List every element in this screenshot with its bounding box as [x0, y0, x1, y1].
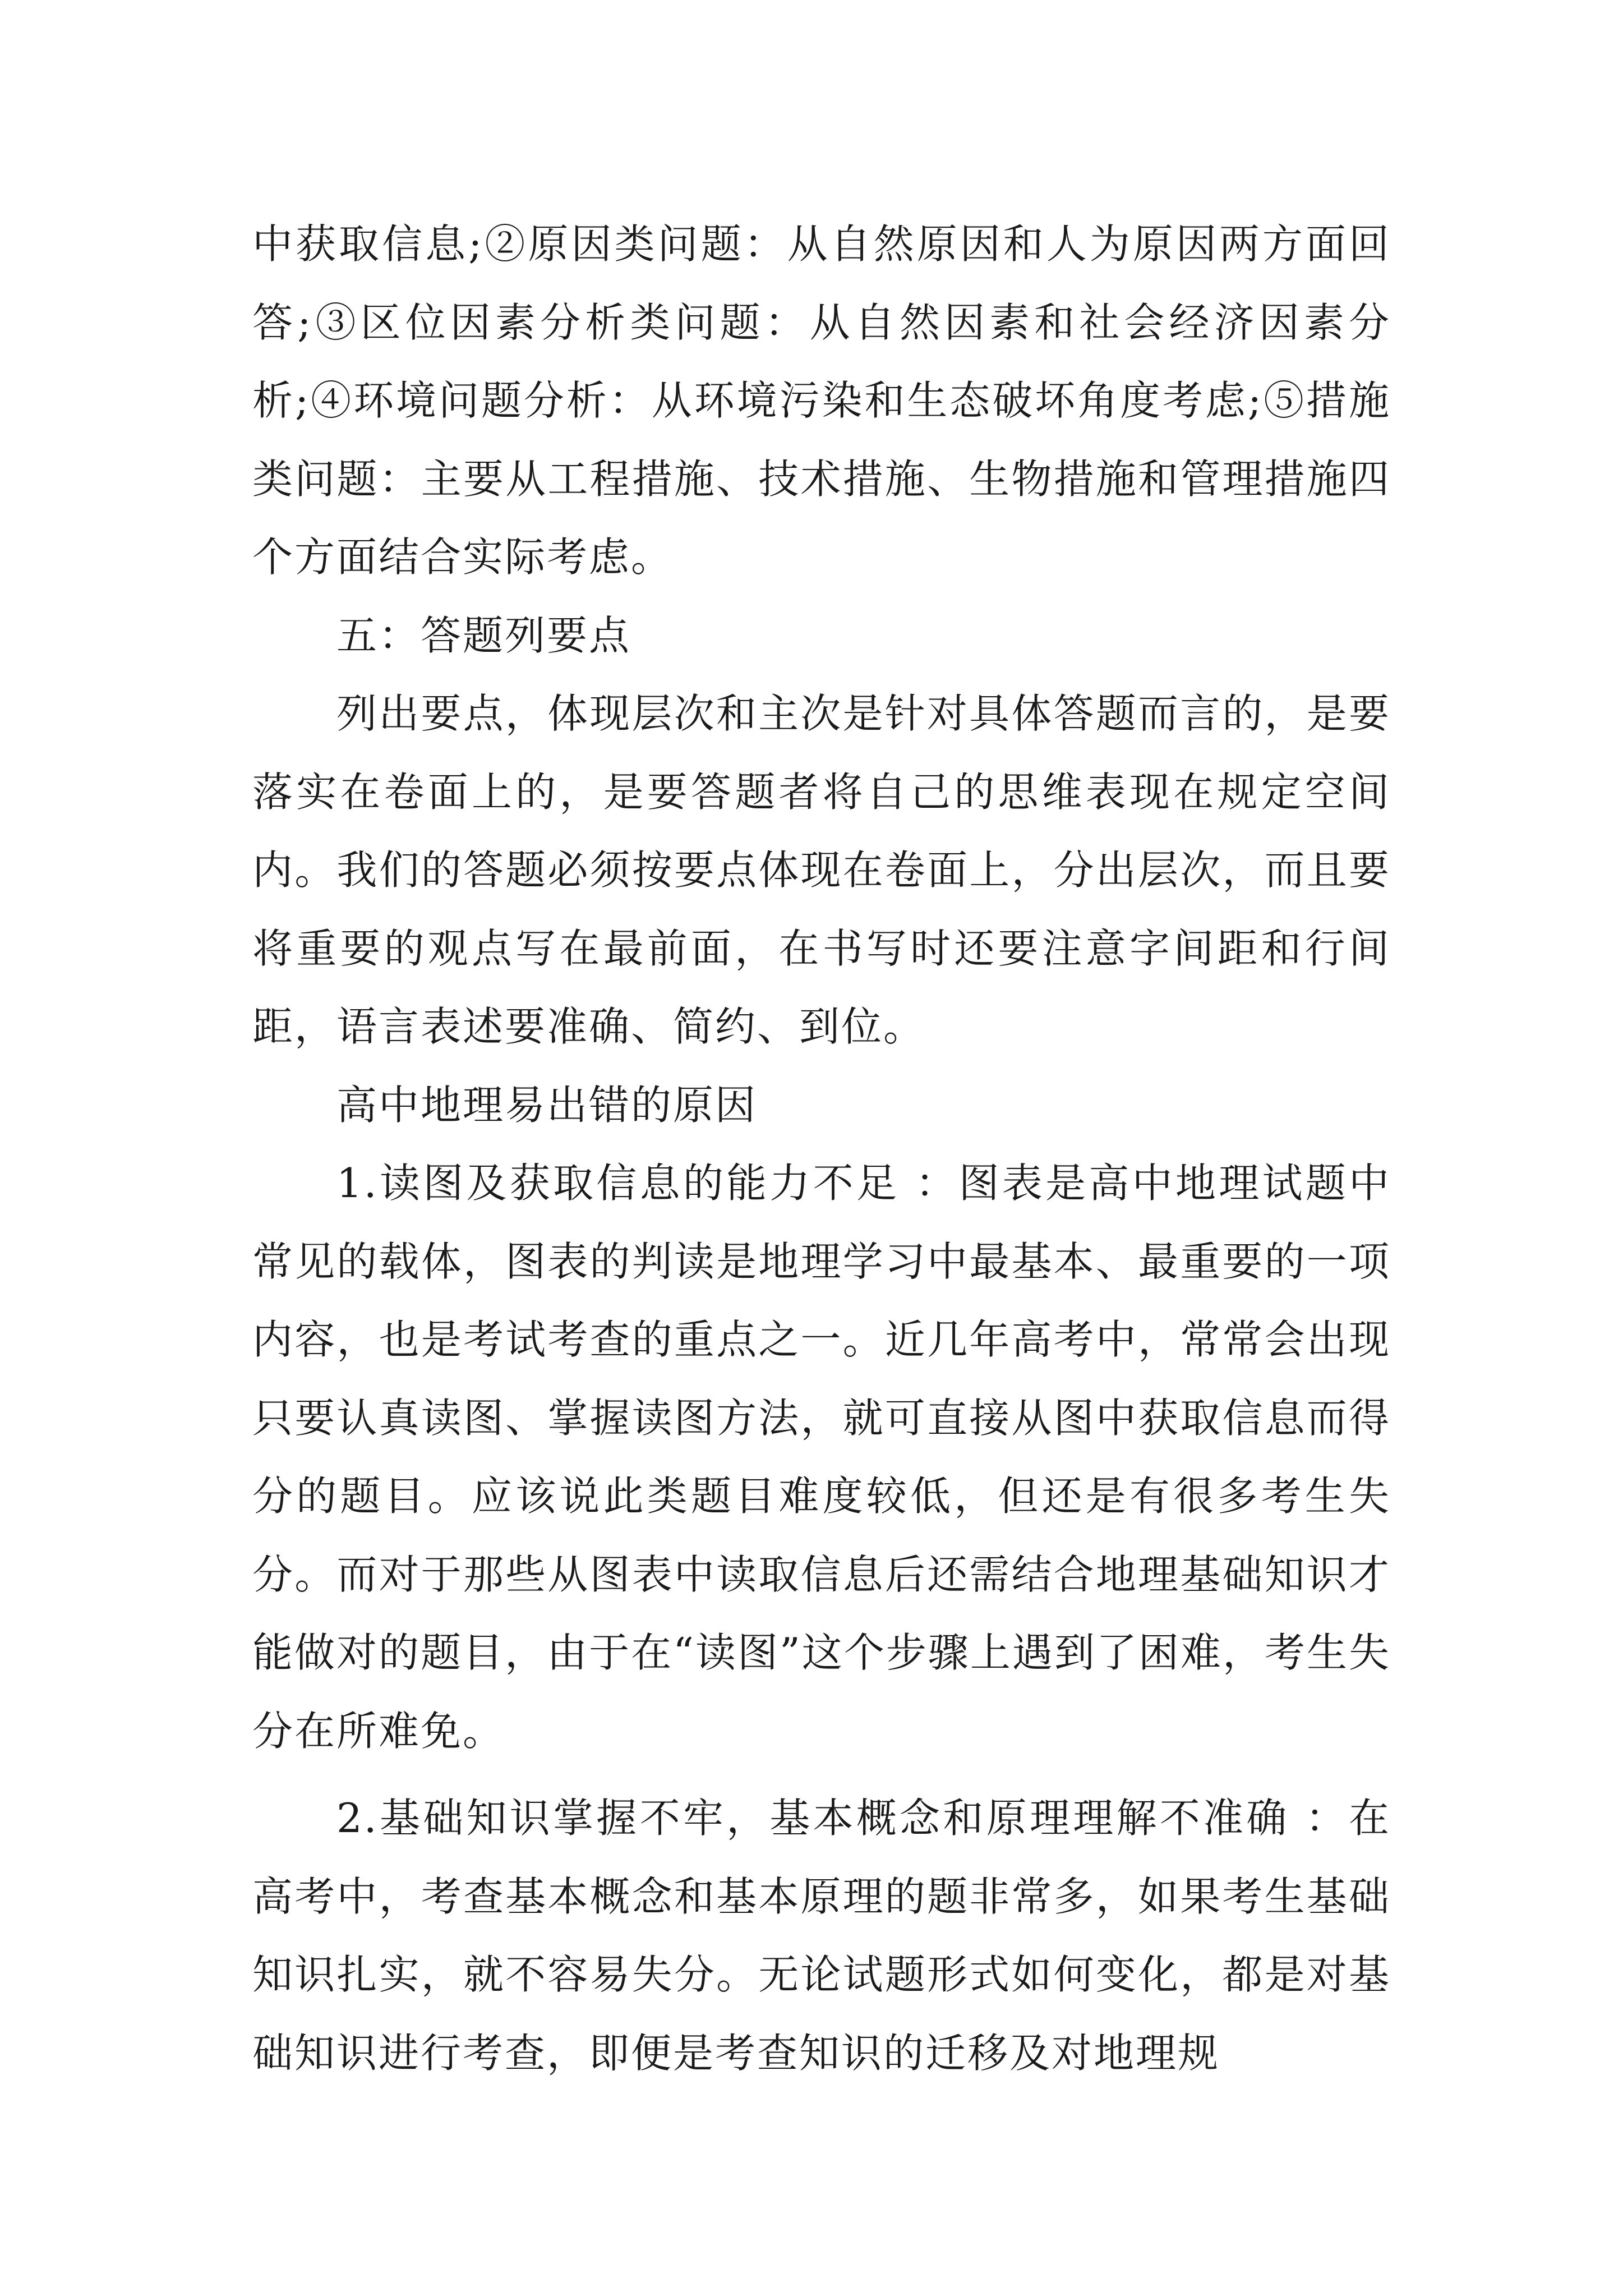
- paragraph-list-key-points: 列出要点，体现层次和主次是针对具体答题而言的，是要落实在卷面上的，是要答题者将自己的思维表现在规定空间内。我们的答题必须按要点体现在卷面上，分出层次，而且要将重要的观点写在最前面，在书写时还要注意字间距和行间距，语言表述要准确、简约、到位。: [252, 690, 1391, 1050]
- paragraph-answer-method-types: 中获取信息;②原因类问题：从自然原因和人为原因两方面回答;③区位因素分析类问题：从自然因素和社会经济因素分析;④环境问题分析：从环境污染和生态破坏角度考虑;⑤措施类问题：主要从工程措施、技术措施、生物措施和管理措施四个方面结合实际考虑。: [252, 220, 1391, 581]
- paragraph-map-reading-ability: 1.读图及获取信息的能力不足 ：图表是高中地理试题中常见的载体，图表的判读是地理学习中最基本、最重要的一项内容，也是考试考查的重点之一。近几年高考中，常常会出现只要认真读图、掌握读图方法，就可直接从图中获取信息而得分的题目。应该说此类题目难度较低，但还是有很多考生失分。而对于那些从图表中读取信息后还需结合地理基础知识才能做对的题目，由于在“读图”这个步骤上遇到了困难，考生失分在所难免。: [252, 1159, 1391, 1755]
- paragraph-basic-knowledge: 2.基础知识掌握不牢，基本概念和原理理解不准确 ：在高考中，考查基本概念和基本原理的题非常多，如果考生基础知识扎实，就不容易失分。无论试题形式如何变化，都是对基础知识进行考查，即便是考查知识的迁移及对地理规: [252, 1795, 1391, 2077]
- section-heading-answer-key-points: 五：答题列要点: [336, 611, 631, 659]
- document-body: [252, 205, 1391, 2092]
- section-heading-common-error-causes: 高中地理易出错的原因: [336, 1081, 758, 1129]
